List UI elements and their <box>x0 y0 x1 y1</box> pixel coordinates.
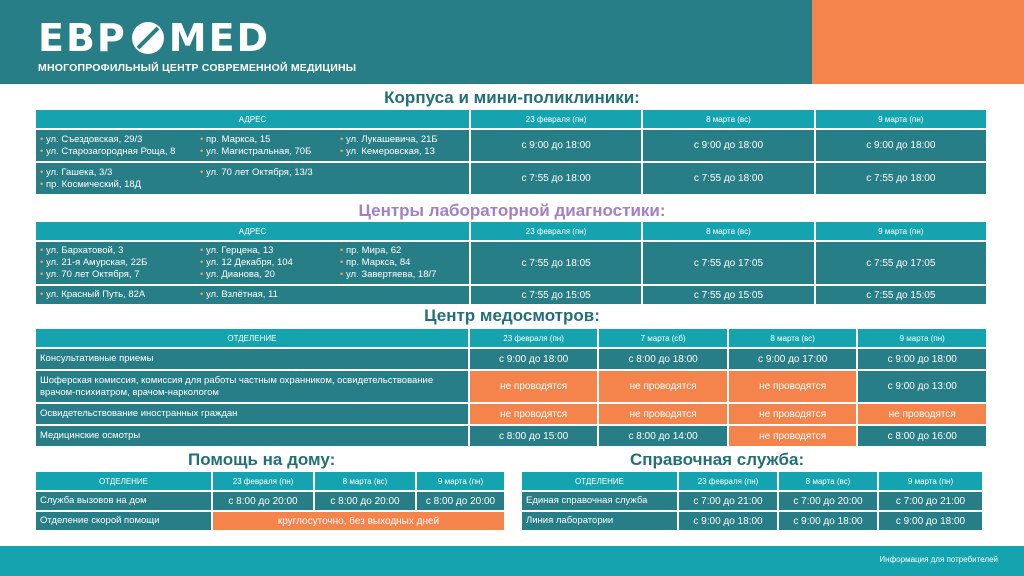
header-cell: 8 марта (вс) <box>643 110 813 128</box>
address-item: • ул. Завертяева, 18/7 <box>340 269 470 281</box>
time-cell: с 9:00 до 18:00 <box>779 512 877 530</box>
header-cell: ОТДЕЛЕНИЕ <box>36 329 468 347</box>
header-cell: 9 марта (пн) <box>816 110 986 128</box>
section-title-medos: Центр медосмотров: <box>424 306 600 325</box>
time-cell-closed: не проводятся <box>729 426 857 446</box>
address-item: • ул. Бархатовой, 3 <box>40 245 200 257</box>
header-cell: 8 марта (вс) <box>643 222 813 240</box>
table-header-row <box>36 110 986 128</box>
address-item: • ул. 70 лет Октября, 13/3 <box>200 167 340 179</box>
table-row <box>36 163 986 194</box>
time-cell-closed: не проводятся <box>858 404 986 424</box>
table-row <box>522 512 982 530</box>
address-item: • ул. Дианова, 20 <box>200 269 340 281</box>
merged-time-cell: круглосуточно, без выходных дней <box>213 512 504 530</box>
time-cell: с 8:00 до 20:00 <box>213 492 313 510</box>
tagline: МНОГОПРОФИЛЬНЫЙ ЦЕНТР СОВРЕМЕННОЙ МЕДИЦИНЫ <box>38 62 357 74</box>
address-item: • ул. 21-я Амурская, 22Б <box>40 257 200 269</box>
section-title-lab: Центры лабораторной диагностики: <box>358 201 666 220</box>
time-cell: с 7:55 до 15:05 <box>643 286 813 304</box>
address-cell <box>36 286 469 304</box>
department-cell: Единая справочная служба <box>522 492 677 510</box>
time-cell: с 8:00 до 20:00 <box>417 492 504 510</box>
header-cell: 9 марта (пн) <box>417 472 504 490</box>
department-cell: Шоферская комиссия, комиссия для работы частным охранником, освидетельствование врачом-психиатром, врачом-наркологом <box>36 371 468 402</box>
time-cell: с 7:00 до 20:00 <box>779 492 877 510</box>
table-home <box>34 470 506 532</box>
time-cell: с 9:00 до 18:00 <box>858 349 986 369</box>
header-cell: 8 марта (вс) <box>315 472 415 490</box>
time-cell: с 8:00 до 16:00 <box>858 426 986 446</box>
time-cell: с 9:00 до 13:00 <box>858 371 986 402</box>
header-cell: 9 марта (пн) <box>879 472 982 490</box>
logo <box>38 18 270 58</box>
table-row <box>36 371 986 402</box>
header-cell: 23 февраля (пн) <box>470 329 598 347</box>
section-title-home: Помощь на дому: <box>188 450 336 469</box>
header-cell: 23 февраля (пн) <box>679 472 777 490</box>
address-item: • пр. Маркса, 15 <box>200 134 340 146</box>
department-cell: Отделение скорой помощи <box>36 512 211 530</box>
header-cell: 9 марта (пн) <box>858 329 986 347</box>
header-cell: АДРЕС <box>36 110 469 128</box>
time-cell: с 8:00 до 14:00 <box>599 426 727 446</box>
table-header-row <box>36 329 986 347</box>
table-spravka <box>520 470 984 532</box>
section-title-spravka: Справочная служба: <box>630 450 805 469</box>
address-item: • ул. 70 лет Октября, 7 <box>40 269 200 281</box>
header-cell: ОТДЕЛЕНИЕ <box>522 472 677 490</box>
address-item: • пр. Мира, 62 <box>340 245 470 257</box>
time-cell: с 9:00 до 18:00 <box>471 130 641 161</box>
time-cell: с 7:00 до 21:00 <box>879 492 982 510</box>
time-cell: с 7:55 до 18:00 <box>471 163 641 194</box>
time-cell: с 7:55 до 18:00 <box>643 163 813 194</box>
address-item: • ул. 12 Декабря, 104 <box>200 257 340 269</box>
time-cell: с 7:00 до 21:00 <box>679 492 777 510</box>
address-item: • пр. Маркса, 84 <box>340 257 470 269</box>
header-cell: ОТДЕЛЕНИЕ <box>36 472 211 490</box>
header-cell: 23 февраля (пн) <box>213 472 313 490</box>
department-cell: Освидетельствование иностранных граждан <box>36 404 468 424</box>
address-item: • ул. Взлётная, 11 <box>200 289 340 301</box>
time-cell: с 8:00 до 20:00 <box>315 492 415 510</box>
header-cell: 8 марта (вс) <box>779 472 877 490</box>
time-cell: с 9:00 до 17:00 <box>729 349 857 369</box>
time-cell: с 7:55 до 18:00 <box>816 163 986 194</box>
table-korpusa <box>34 108 988 196</box>
header-cell: 8 марта (вс) <box>729 329 857 347</box>
table-header-row <box>522 472 982 490</box>
table-row <box>522 492 982 510</box>
table-lab <box>34 220 988 306</box>
header-banner <box>0 0 812 84</box>
address-item: • ул. Старозагородная Роща, 8 <box>40 146 200 158</box>
address-cell <box>36 242 469 284</box>
table-row <box>36 426 986 446</box>
time-cell: с 7:55 до 17:05 <box>643 242 813 284</box>
footer-text: Информация для потребителей <box>879 555 998 564</box>
header-accent-block <box>812 0 1024 84</box>
address-cell <box>36 130 469 161</box>
time-cell: с 7:55 до 15:05 <box>471 286 641 304</box>
header-cell: АДРЕС <box>36 222 469 240</box>
header-cell: 23 февраля (пн) <box>471 222 641 240</box>
time-cell: с 9:00 до 18:00 <box>879 512 982 530</box>
section-title-korpusa: Корпуса и мини-поликлиники: <box>384 88 640 107</box>
table-row <box>36 492 504 510</box>
table-header-row <box>36 222 986 240</box>
logo-pill-icon <box>130 20 166 56</box>
address-item: • ул. Гашека, 3/3 <box>40 167 200 179</box>
table-row <box>36 130 986 161</box>
header-cell: 23 февраля (пн) <box>471 110 641 128</box>
table-row <box>36 242 986 284</box>
time-cell: с 8:00 до 15:00 <box>470 426 598 446</box>
address-item: • ул. Лукашевича, 21Б <box>340 134 470 146</box>
time-cell-closed: не проводятся <box>729 404 857 424</box>
department-cell: Линия лаборатории <box>522 512 677 530</box>
department-cell: Служба вызовов на дом <box>36 492 211 510</box>
time-cell: с 9:00 до 18:00 <box>816 130 986 161</box>
department-cell: Консультативные приемы <box>36 349 468 369</box>
header-cell: 7 марта (сб) <box>599 329 727 347</box>
time-cell-closed: не проводятся <box>599 371 727 402</box>
time-cell: с 7:55 до 18:05 <box>471 242 641 284</box>
table-header-row <box>36 472 504 490</box>
address-item: • ул. Магистральная, 70Б <box>200 146 340 158</box>
table-row <box>36 286 986 304</box>
table-row <box>36 404 986 424</box>
table-row <box>36 349 986 369</box>
department-cell: Медицинские осмотры <box>36 426 468 446</box>
header-cell: 9 марта (пн) <box>816 222 986 240</box>
time-cell-closed: не проводятся <box>470 404 598 424</box>
time-cell: с 7:55 до 17:05 <box>816 242 986 284</box>
address-item: • ул. Кемеровская, 13 <box>340 146 470 158</box>
address-item: • пр. Космический, 18Д <box>40 179 200 191</box>
address-item: • ул. Герцена, 13 <box>200 245 340 257</box>
time-cell: с 9:00 до 18:00 <box>643 130 813 161</box>
footer-bar <box>0 546 1024 576</box>
logo-text-right: MED <box>168 16 271 60</box>
address-item: • ул. Съездовская, 29/3 <box>40 134 200 146</box>
time-cell: с 7:55 до 15:05 <box>816 286 986 304</box>
logo-text-left: ЕВР <box>38 16 127 60</box>
time-cell-closed: не проводятся <box>470 371 598 402</box>
time-cell-closed: не проводятся <box>729 371 857 402</box>
table-medos <box>34 327 988 448</box>
address-cell <box>36 163 469 194</box>
time-cell-closed: не проводятся <box>599 404 727 424</box>
time-cell: с 9:00 до 18:00 <box>470 349 598 369</box>
time-cell: с 9:00 до 18:00 <box>679 512 777 530</box>
time-cell: с 8:00 до 18:00 <box>599 349 727 369</box>
address-item: • ул. Красный Путь, 82А <box>40 289 200 301</box>
table-row <box>36 512 504 530</box>
